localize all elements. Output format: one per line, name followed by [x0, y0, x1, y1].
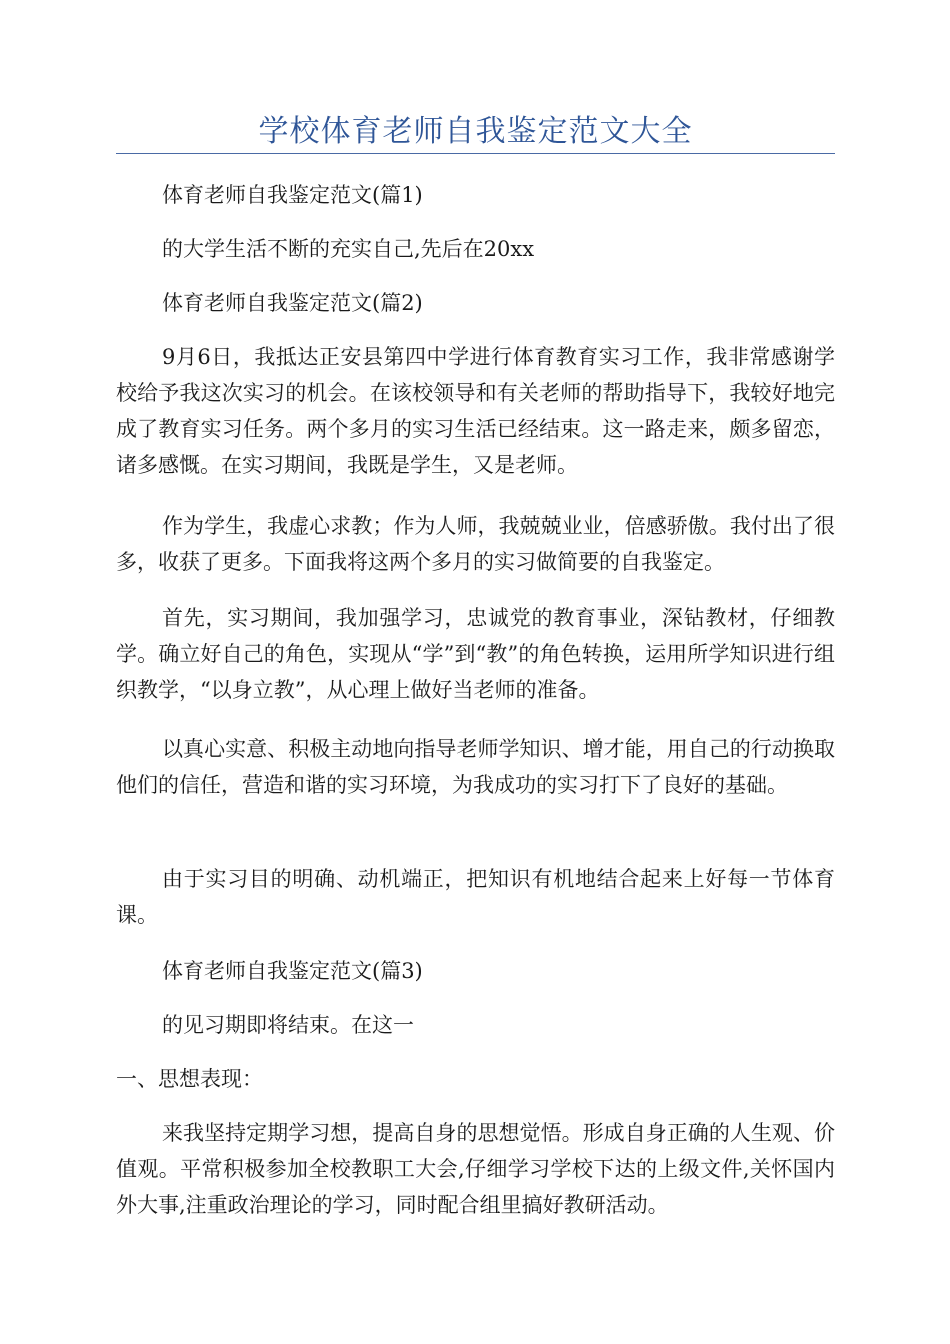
paragraph-3: 作为学生，我虚心求教；作为人师，我兢兢业业，倍感骄傲。我付出了很多，收获了更多。下面我将这两个多月的实习做简要的自我鉴定。 [116, 514, 835, 574]
paragraph-8: 来我坚持定期学习想，提高自身的思想觉悟。形成自身正确的人生观、价值观。平常积极参加全校教职工大会,仔细学习学校下达的上级文件,关怀国内外大事,注重政治理论的学习，同时配合组里搞好教研活动。 [116, 1121, 835, 1217]
paragraph-section-1-heading: 体育老师自我鉴定范文(篇1) [162, 183, 423, 207]
paragraph-4: 首先，实习期间，我加强学习，忠诚党的教育事业，深钻教材，仔细教学。确立好自己的角色，实现从“学”到“教”的角色转换，运用所学知识进行组织教学，“以身立教”，从心理上做好当老师的准备。 [116, 606, 835, 702]
paragraph-5: 以真心实意、积极主动地向指导老师学知识、增才能，用自己的行动换取他们的信任，营造和谐的实习环境，为我成功的实习打下了良好的基础。 [116, 737, 835, 797]
paragraph-section-3-heading: 体育老师自我鉴定范文(篇3) [162, 959, 423, 983]
paragraph-1: 的大学生活不断的充实自己,先后在20xx [162, 237, 535, 261]
paragraph-7: 的见习期即将结束。在这一 [162, 1013, 414, 1037]
title-underline [116, 153, 835, 154]
paragraph-section-2-heading: 体育老师自我鉴定范文(篇2) [162, 291, 423, 315]
paragraph-6: 由于实习目的明确、动机端正，把知识有机地结合起来上好每一节体育课。 [116, 867, 835, 927]
paragraph-2: 9月6日，我抵达正安县第四中学进行体育教育实习工作，我非常感谢学校给予我这次实习的机会。在该校领导和有关老师的帮助指导下，我较好地完成了教育实习任务。两个多月的实习生活已经结束。这一路走来，颇多留恋，诸多感慨。在实习期间，我既是学生，又是老师。 [116, 345, 835, 477]
subheading-thought: 一、思想表现： [116, 1067, 263, 1091]
document-title: 学校体育老师自我鉴定范文大全 [258, 114, 693, 149]
